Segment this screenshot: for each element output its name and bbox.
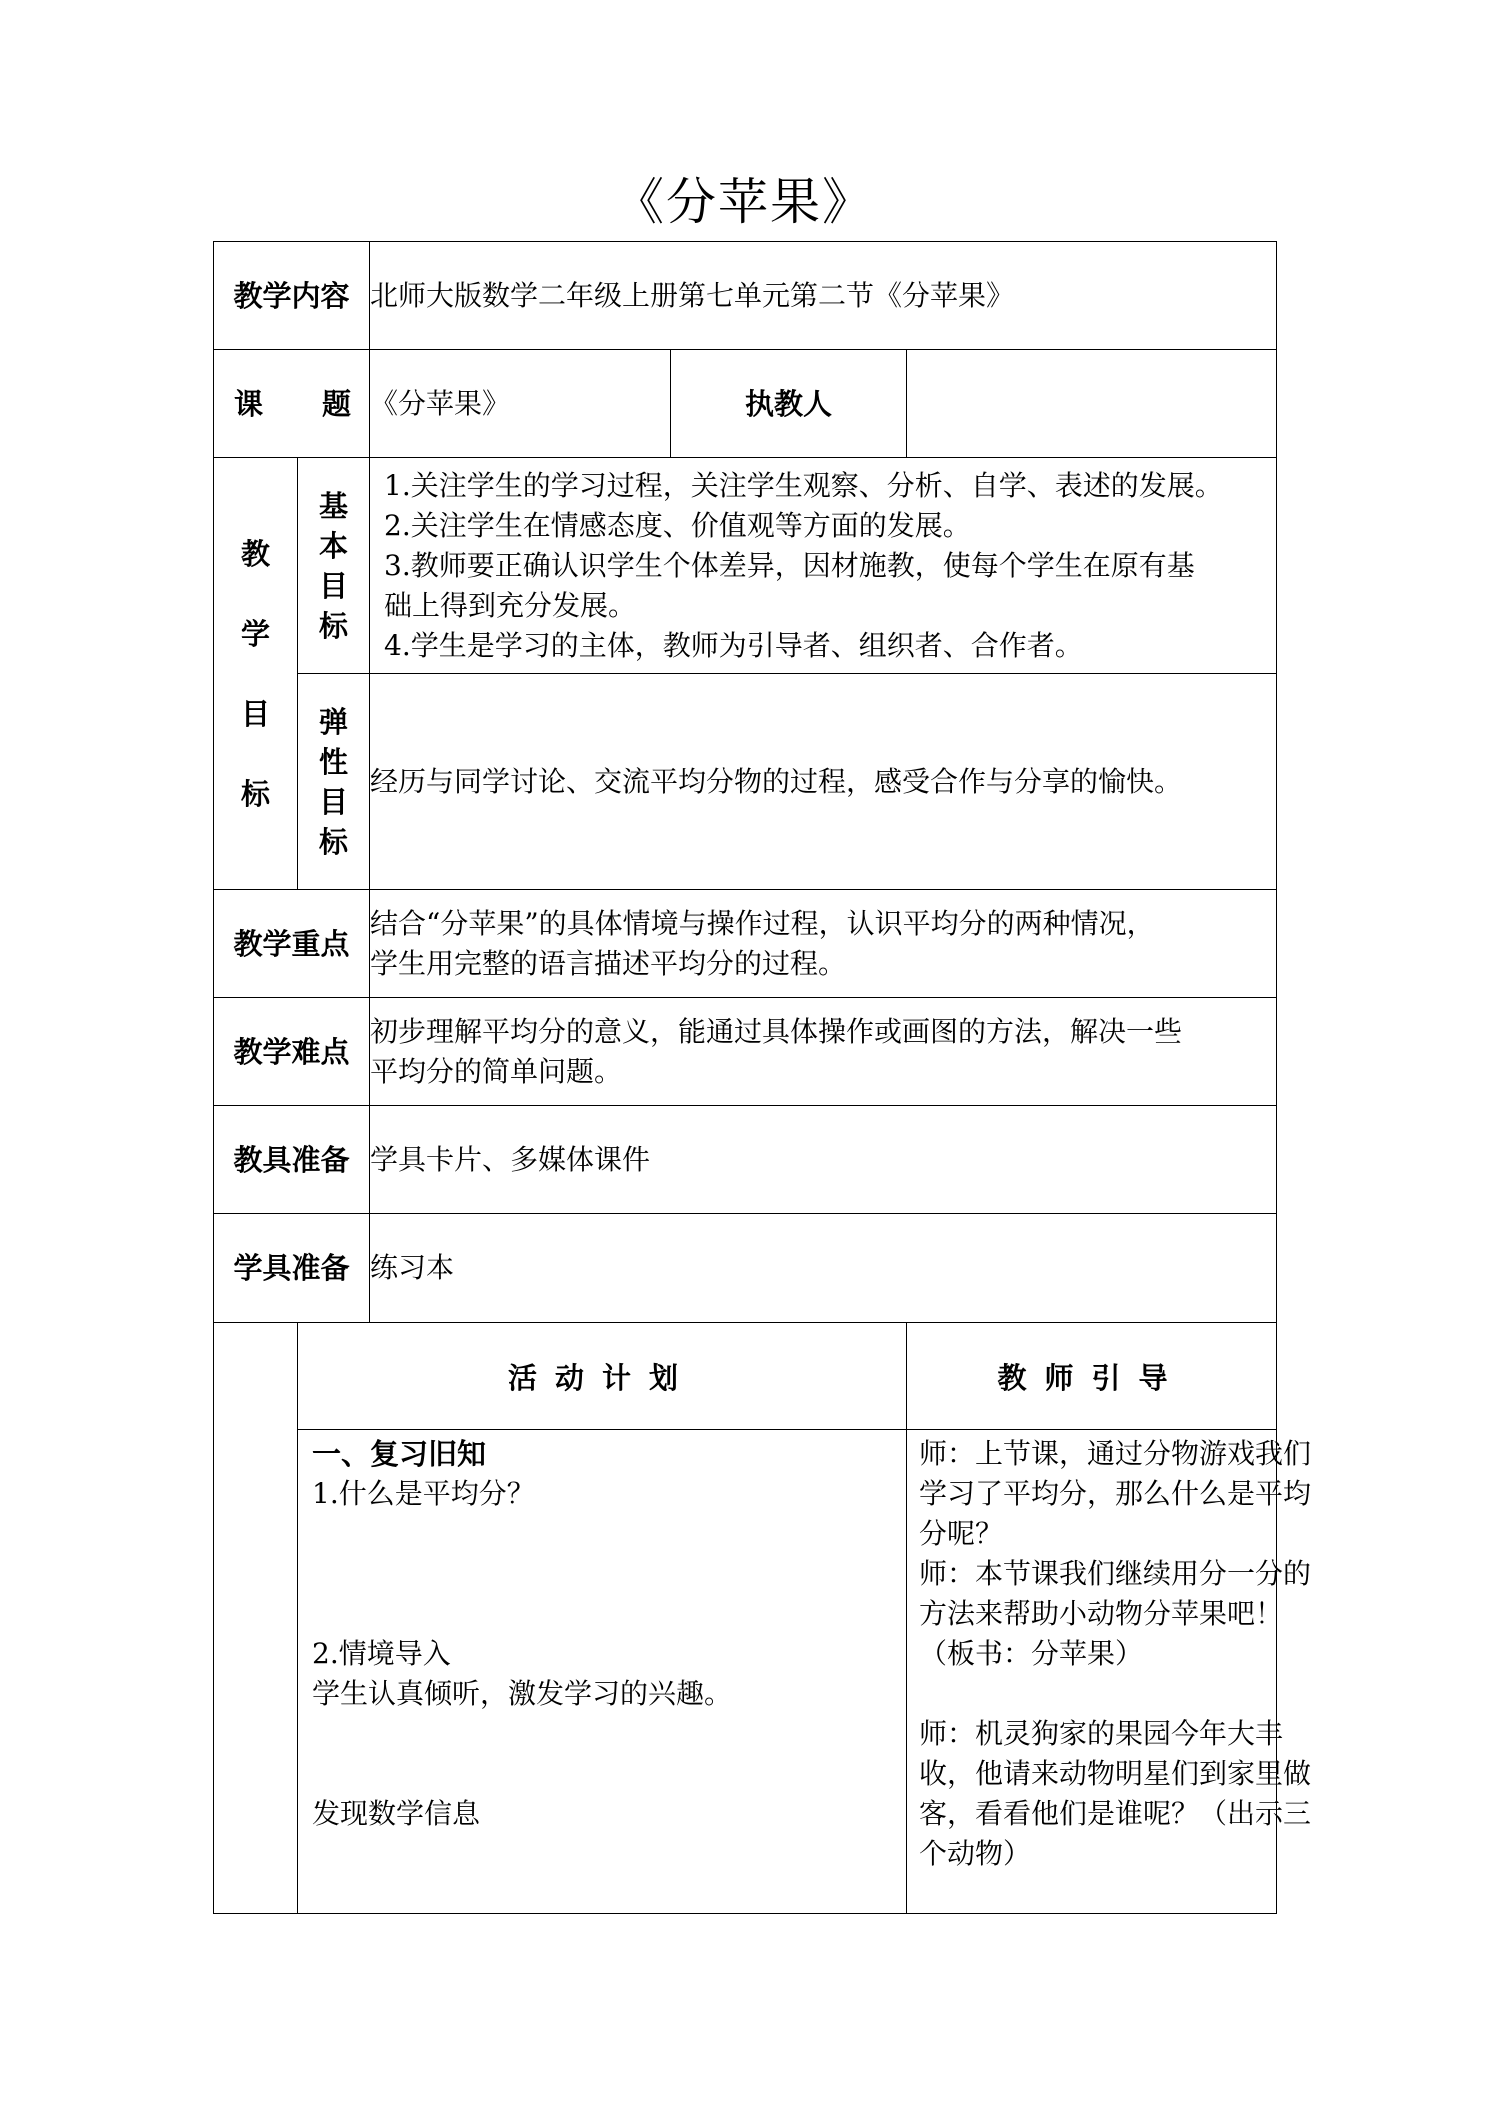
row-topic (214, 350, 1277, 458)
teacher-label: 执教人 (671, 350, 907, 458)
tools-label: 教具准备 (214, 1106, 370, 1214)
teacher-line: 师：上节课，通过分物游戏我们 (919, 1437, 1312, 1470)
teacher-value (907, 350, 1277, 458)
tools-value: 学具卡片、多媒体课件 (370, 1106, 1277, 1214)
row-content (214, 242, 1277, 350)
student-tools-label: 学具准备 (214, 1214, 370, 1323)
page-title: 《分苹果》 (614, 173, 874, 231)
topic-value: 《分苹果》 (370, 350, 671, 458)
basic-goal-line: 1.关注学生的学习过程，关注学生观察、分析、自学、表述的发展。 (384, 468, 1223, 502)
goals-label-char: 标 (240, 776, 270, 811)
topic-label (214, 350, 370, 458)
student-tools-value: 练习本 (370, 1214, 1277, 1323)
row-elastic-goals (214, 674, 1277, 890)
basic-goal-line: 4.学生是学习的主体，教师为引导者、组织者、合作者。 (384, 628, 1083, 662)
basic-goals-char: 目 (319, 568, 349, 603)
row-process-header (214, 1323, 1277, 1430)
row-key-points (214, 890, 1277, 998)
elastic-goals-char: 性 (319, 744, 349, 779)
activity-item: 1.什么是平均分？ (312, 1477, 535, 1510)
difficulty-line: 平均分的简单问题。 (370, 1054, 623, 1088)
teacher-line: 学习了平均分，那么什么是平均 (919, 1477, 1312, 1510)
topic-label-char: 题 (322, 386, 352, 421)
topic-label-char: 课 (234, 386, 264, 421)
elastic-goals-text: 经历与同学讨论、交流平均分物的过程，感受合作与分享的愉快。 (370, 674, 1277, 890)
row-tools (214, 1106, 1277, 1214)
row-process-content (214, 1430, 1277, 1914)
basic-goals-char: 基 (319, 488, 349, 523)
difficulty-line: 初步理解平均分的意义，能通过具体操作或画图的方法，解决一些 (370, 1014, 1183, 1048)
basic-goals-label (298, 458, 370, 674)
basic-goal-line: 础上得到充分发展。 (384, 588, 637, 622)
elastic-goals-char: 弹 (319, 704, 349, 739)
basic-goals-char: 标 (319, 608, 349, 643)
process-side-cell (214, 1323, 298, 1914)
goals-label (214, 458, 298, 890)
key-point-line: 学生用完整的语言描述平均分的过程。 (370, 946, 847, 980)
row-basic-goals (214, 458, 1277, 674)
key-points-text (370, 890, 1277, 998)
difficulties-label: 教学难点 (214, 998, 370, 1106)
key-point-line: 结合“分苹果”的具体情境与操作过程，认识平均分的两种情况， (370, 906, 1155, 940)
activity-plan-cell (298, 1430, 907, 1914)
teacher-guide-header: 教师引导 (907, 1323, 1277, 1430)
teacher-guide-cell (907, 1430, 1312, 1914)
goals-label-char: 教 (240, 536, 270, 571)
row-student-tools (214, 1214, 1277, 1323)
teacher-line: 方法来帮助小动物分苹果吧！ (919, 1597, 1284, 1630)
basic-goals-text (370, 458, 1277, 674)
activity-item: 发现数学信息 (312, 1797, 481, 1830)
basic-goals-char: 本 (319, 528, 349, 563)
content-label: 教学内容 (214, 242, 370, 350)
activity-text: 学生认真倾听，激发学习的兴趣。 (312, 1677, 733, 1710)
basic-goal-line: 3.教师要正确认识学生个体差异，因材施教，使每个学生在原有基 (384, 548, 1195, 582)
difficulties-text (370, 998, 1277, 1106)
teacher-line: 师：本节课我们继续用分一分的 (919, 1557, 1312, 1590)
goals-label-char: 目 (240, 696, 270, 731)
elastic-goals-char: 标 (319, 824, 349, 859)
teacher-line: （板书：分苹果） (919, 1637, 1144, 1670)
elastic-goals-label (298, 674, 370, 890)
lesson-plan-table (213, 241, 1312, 1914)
teacher-line: 收，他请来动物明星们到家里做 (919, 1757, 1312, 1790)
basic-goal-line: 2.关注学生在情感态度、价值观等方面的发展。 (384, 508, 971, 542)
teacher-line: 个动物） (919, 1837, 1032, 1870)
row-difficulties (214, 998, 1277, 1106)
elastic-goals-char: 目 (319, 784, 349, 819)
section-heading: 一、复习旧知 (312, 1437, 487, 1471)
key-points-label: 教学重点 (214, 890, 370, 998)
content-value: 北师大版数学二年级上册第七单元第二节《分苹果》 (370, 242, 1277, 350)
activity-item: 2.情境导入 (312, 1637, 451, 1670)
activity-plan-header: 活动计划 (298, 1323, 907, 1430)
teacher-line: 师：机灵狗家的果园今年大丰 (919, 1717, 1284, 1750)
goals-label-char: 学 (240, 616, 270, 651)
teacher-line: 分呢？ (919, 1517, 1004, 1550)
teacher-line: 客，看看他们是谁呢？（出示三 (919, 1797, 1312, 1830)
